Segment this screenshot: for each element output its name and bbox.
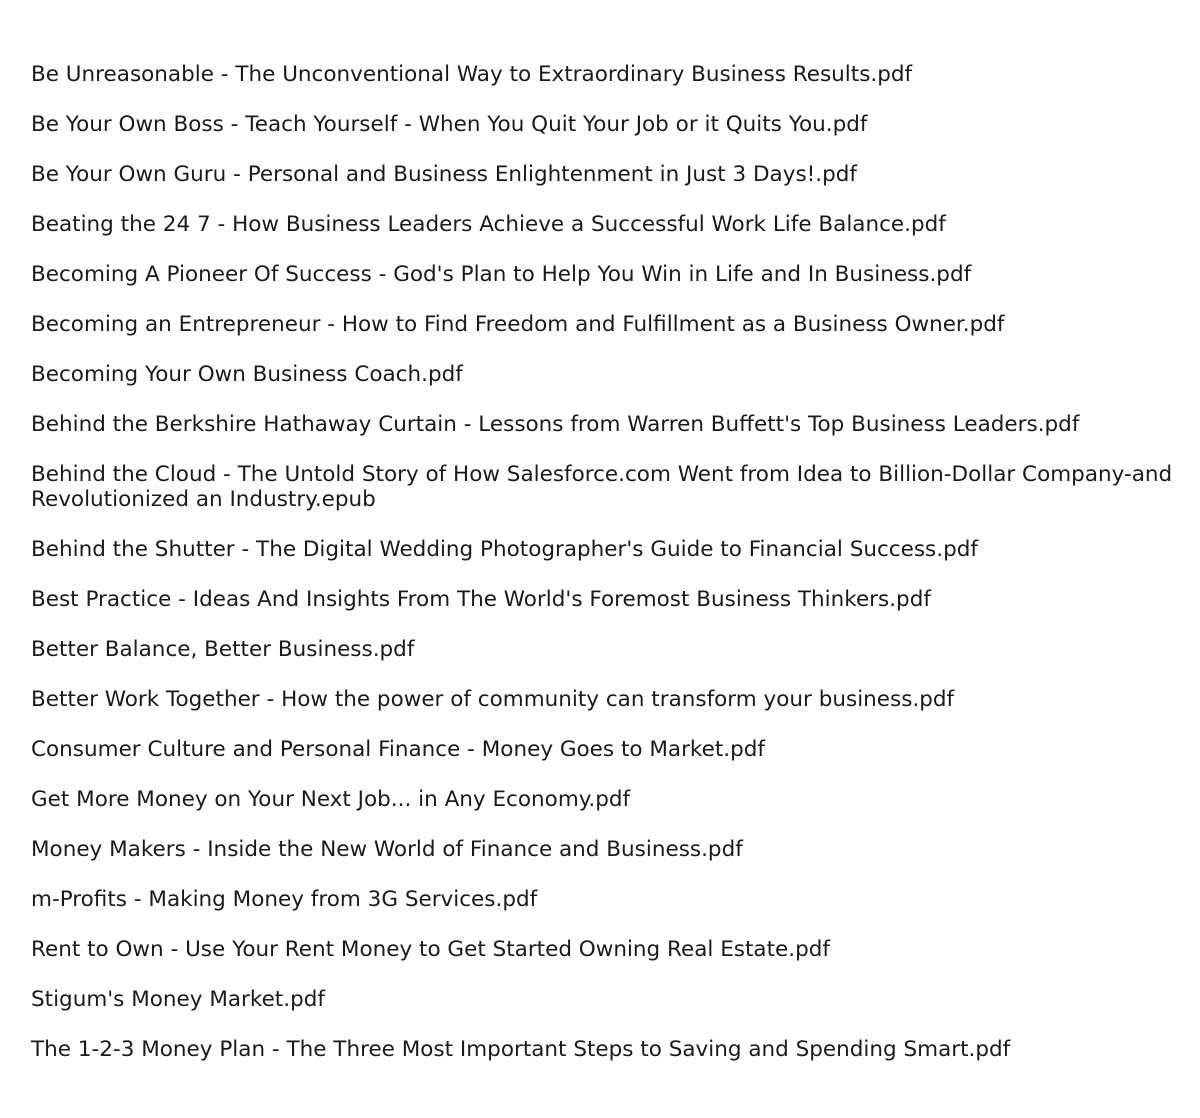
file-item: Be Unreasonable - The Unconventional Way to Extraordinary Business Results.pdf: [31, 62, 913, 87]
file-item: Behind the Berkshire Hathaway Curtain - Lessons from Warren Buffett's Top Business Leaders.pdf: [31, 412, 1080, 437]
file-item: The 1-2-3 Money Plan - The Three Most Important Steps to Saving and Spending Smart.pdf: [31, 1037, 1011, 1062]
file-item: Stigum's Money Market.pdf: [31, 987, 325, 1012]
file-item: Better Balance, Better Business.pdf: [31, 637, 415, 662]
file-item: Becoming Your Own Business Coach.pdf: [31, 362, 463, 387]
file-item: Becoming an Entrepreneur - How to Find Freedom and Fulfillment as a Business Owner.pdf: [31, 312, 1005, 337]
file-item: Consumer Culture and Personal Finance - Money Goes to Market.pdf: [31, 737, 765, 762]
file-item: Behind the Shutter - The Digital Wedding Photographer's Guide to Financial Success.pdf: [31, 537, 978, 562]
file-item: Becoming A Pioneer Of Success - God's Plan to Help You Win in Life and In Business.pdf: [31, 262, 972, 287]
file-item: Best Practice - Ideas And Insights From The World's Foremost Business Thinkers.pdf: [31, 587, 931, 612]
file-item: Rent to Own - Use Your Rent Money to Get Started Owning Real Estate.pdf: [31, 937, 830, 962]
file-item: Get More Money on Your Next Job... in Any Economy.pdf: [31, 787, 631, 812]
file-item: Be Your Own Guru - Personal and Business Enlightenment in Just 3 Days!.pdf: [31, 162, 857, 187]
file-item: Beating the 24 7 - How Business Leaders Achieve a Successful Work Life Balance.pdf: [31, 212, 946, 237]
file-item: Better Work Together - How the power of community can transform your business.pdf: [31, 687, 955, 712]
file-item: m-Profits - Making Money from 3G Services.pdf: [31, 887, 538, 912]
file-item: Money Makers - Inside the New World of Finance and Business.pdf: [31, 837, 743, 862]
file-item: Be Your Own Boss - Teach Yourself - When You Quit Your Job or it Quits You.pdf: [31, 112, 868, 137]
file-list: [31, 62, 1181, 1087]
file-item: Behind the Cloud - The Untold Story of How Salesforce.com Went from Idea to Billion-Dollar Company-and Revolutionized an Industry.epub: [31, 462, 1173, 512]
